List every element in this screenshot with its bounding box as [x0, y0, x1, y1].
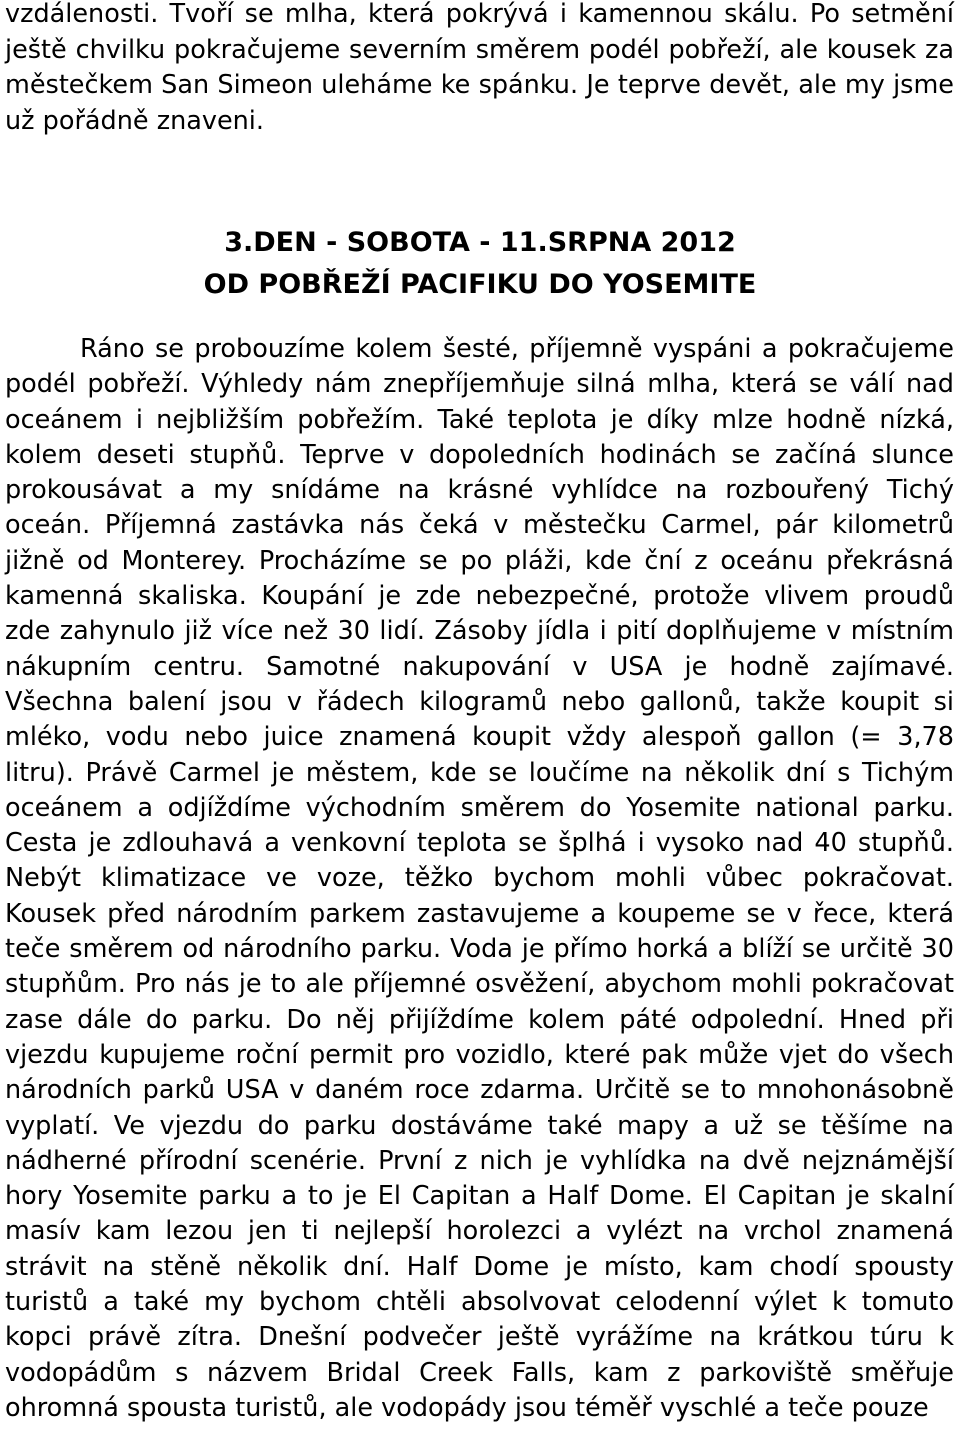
day-heading-date: 3.DEN - SOBOTA - 11.SRPNA 2012	[224, 227, 736, 258]
intro-paragraph: vzdálenosti. Tvoří se mlha, která pokrývá i kamennou skálu. Po setmění ještě chvilku pokračujeme severním směrem podél pobřeží, ale kousek za městečkem San Simeon uleháme ke spánku. Je teprve devět, ale my jsme už pořádně znaveni.	[5, 0, 954, 136]
day-heading-title: OD POBŘEŽÍ PACIFIKU DO YOSEMITE	[203, 269, 757, 300]
day-heading	[0, 222, 960, 306]
body-paragraph: Ráno se probouzíme kolem šesté, příjemně vyspáni a pokračujeme podél pobřeží. Výhledy nám znepříjemňuje silná mlha, která se válí nad oceánem i nejbližším pobřežím. Také teplota je díky mlze hodně nízká, kolem deseti stupňů. Teprve v dopoledních hodinách se začíná slunce prokousávat a my snídáme na krásné vyhlídce na rozbouřený Tichý oceán. Příjemná zastávka nás čeká v městečku Carmel, pár kilometrů jižně od Monterey. Procházíme se po pláži, kde ční z oceánu překrásná kamenná skaliska. Koupání je zde nebezpečné, protože vlivem proudů zde zahynulo již více než 30 lidí. Zásoby jídla i pití doplňujeme v místním nákupním centru. Samotné nakupování v USA je hodně zajímavé. Všechna balení jsou v řádech kilogramů nebo gallonů, takže koupit si mléko, vodu nebo juice znamená koupit vždy alespoň gallon (= 3,78 litru). Právě Carmel je městem, kde se loučíme na několik dní s Tichým oceánem a odjíždíme východním směrem do Yosemite national parku. Cesta je zdlouhavá a venkovní teplota se šplhá i vysoko nad 40 stupňů. Nebýt klimatizace ve voze, těžko bychom mohli vůbec pokračovat. Kousek před národním parkem zastavujeme a koupeme se v řece, která teče směrem od národního parku. Voda je přímo horká a blíží se určitě 30 stupňům. Pro nás je to ale příjemné osvěžení, abychom mohli pokračovat zase dále do parku. Do něj přijíždíme kolem páté odpolední. Hned při vjezdu kupujeme roční permit pro vozidlo, které pak může vjet do všech národních parků USA v daném roce zdarma. Určitě se to mnohonásobně vyplatí. Ve vjezdu do parku dostáváme také mapy a už se těšíme na nádherné přírodní scenérie. První z nich je vyhlídka na dvě nejznámější hory Yosemite parku a to je El Capitan a Half Dome. El Capitan je skalní masív kam lezou jen ti nejlepší horolezci a vylézt na vrchol znamená strávit na stěně několik dní. Half Dome je místo, kam chodí spousty turistů a také my bychom chtěli absolvovat celodenní výlet k tomuto kopci právě zítra. Dnešní podvečer ještě vyrážíme na krátkou túru k vodopádům s názvem Bridal Creek Falls, kam z parkoviště směřuje ohromná spousta turistů, ale vodopády jsou téměř vyschlé a teče pouze	[5, 334, 954, 1423]
